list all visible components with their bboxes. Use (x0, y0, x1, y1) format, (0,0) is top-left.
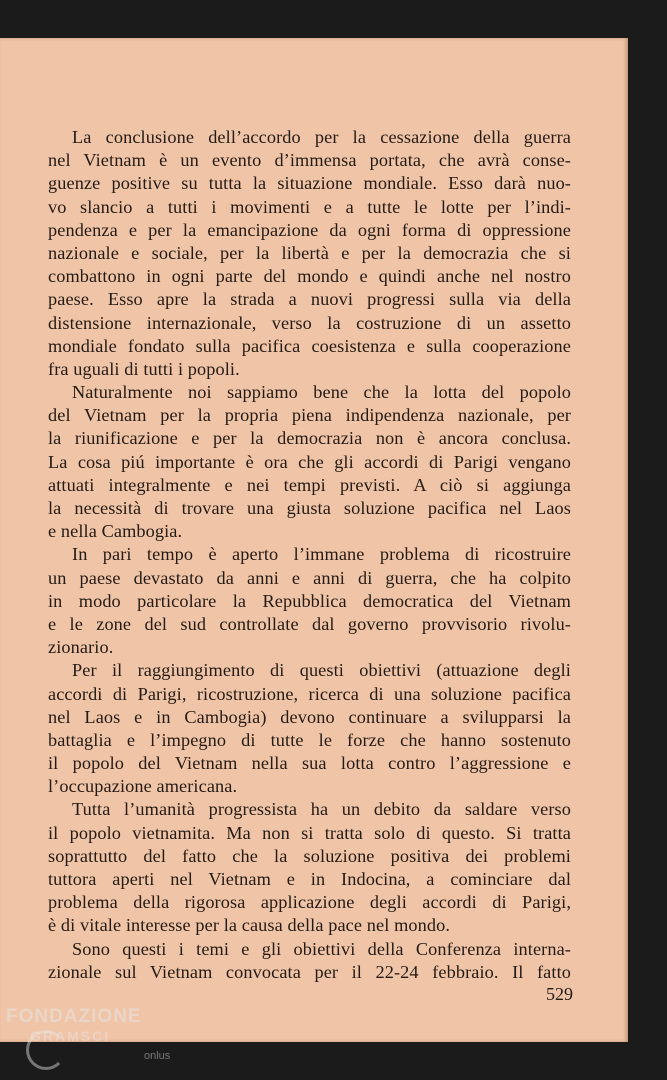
text-line: In pari tempo è aperto l’immane problema di ricostruire (72, 544, 571, 565)
text-line: accordi di Parigi, ricostruzione, ricerca di una soluzione pacifica (48, 683, 571, 704)
text-line: Per il raggiungimento di questi obiettivi (attuazione degli (72, 660, 571, 681)
page-number: 529 (546, 984, 573, 1004)
watermark-title: FONDAZIONE (6, 1006, 142, 1027)
text-line: nazionale e sociale, per la libertà e per la democrazia che si (48, 242, 571, 263)
text-line: il popolo del Vietnam nella sua lotta contro l’aggressione e (48, 753, 571, 774)
text-line: attuati integralmente e nei tempi previsti. A ciò si aggiunga (48, 474, 571, 495)
text-line: Tutta l’umanità progressista ha un debito da saldare verso (72, 799, 571, 820)
text-line: distensione internazionale, verso la costruzione di un assetto (48, 312, 571, 333)
text-line: Sono questi i temi e gli obiettivi della Conferenza interna- (72, 938, 571, 959)
text-line: fra uguali di tutti i popoli. (48, 358, 240, 379)
text-line: e nella Cambogia. (48, 521, 183, 542)
book-page (0, 38, 628, 1042)
text-line: nel Vietnam è un evento d’immensa portata, che avrà conse- (48, 150, 571, 171)
text-line: paese. Esso apre la strada a nuovi progressi sulla via della (48, 289, 571, 310)
text-line: Naturalmente noi sappiamo bene che la lotta del popolo (72, 382, 571, 403)
text-line: vo slancio a tutti i movimenti e a tutte le lotte per l’indi- (48, 196, 571, 217)
text-line: La cosa piú importante è ora che gli accordi di Parigi vengano (48, 451, 571, 472)
text-line: la riunificazione e per la democrazia non è ancora conclusa. (48, 428, 571, 449)
text-line: pendenza e per la emancipazione da ogni forma di oppressione (48, 219, 571, 240)
text-line: e le zone del sud controllate dal governo provvisorio rivolu- (48, 613, 571, 634)
text-line: problema della rigorosa applicazione degli accordi di Parigi, (48, 892, 571, 913)
watermark-subtitle: GRAMSCI (30, 1028, 111, 1044)
text-line: La conclusione dell’accordo per la cessazione della guerra (72, 127, 571, 147)
text-line: guenze positive su tutta la situazione mondiale. Esso darà nuo- (48, 173, 571, 194)
text-line: zionario. (48, 637, 114, 658)
text-line: la necessità di trovare una giusta soluzione pacifica nel Laos (48, 498, 571, 518)
text-line: soprattutto del fatto che la soluzione positiva dei problemi (48, 845, 571, 866)
body-text (48, 126, 571, 984)
text-line: zionale sul Vietnam convocata per il 22-24 febbraio. Il fatto (48, 961, 571, 982)
text-line: combattono in ogni parte del mondo e quindi anche nel nostro (48, 266, 571, 287)
text-line: un paese devastato da anni e anni di guerra, che ha colpito (48, 567, 571, 588)
text-line: l’occupazione americana. (48, 776, 238, 797)
watermark-suffix: onlus (144, 1050, 171, 1062)
text-line: tuttora aperti nel Vietnam e in Indocina, a cominciare dal (48, 869, 571, 889)
text-line: nel Laos e in Cambogia) devono continuare a svilupparsi la (48, 706, 571, 727)
text-line: è di vitale interesse per la causa della pace nel mondo. (48, 915, 451, 936)
text-line: del Vietnam per la propria piena indipendenza nazionale, per (48, 405, 571, 426)
text-line: il popolo vietnamita. Ma non si tratta solo di questo. Si tratta (48, 822, 571, 843)
text-line: mondiale fondato sulla pacifica coesistenza e sulla cooperazione (48, 335, 571, 356)
text-line: in modo particolare la Repubblica democratica del Vietnam (48, 590, 571, 611)
text-line: battaglia e l’impegno di tutte le forze che hanno sostenuto (48, 729, 571, 750)
